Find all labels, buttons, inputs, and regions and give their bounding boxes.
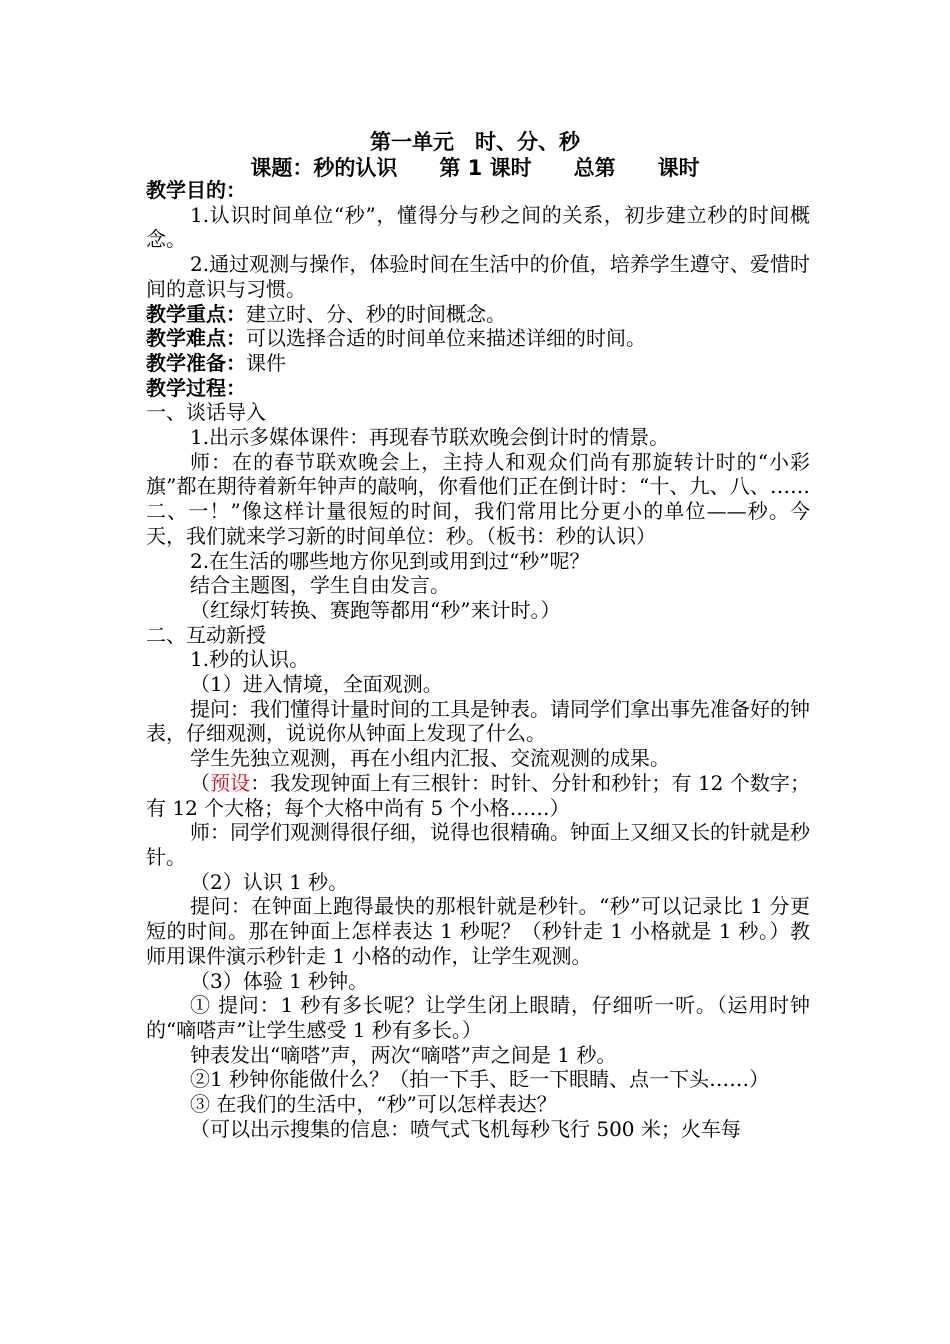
- section-2-para-5: [146, 771, 810, 820]
- preparation: [146, 351, 810, 376]
- section-2-para-6: 师：同学们观测得很仔细，说得也很精确。钟面上又细又长的针就是秒针。: [146, 820, 810, 869]
- section-2-para-4: 学生先独立观测，再在小组内汇报、交流观测的成果。: [190, 746, 670, 771]
- section-2-para-13: ③ 在我们的生活中，“秒”可以怎样表达？: [190, 1092, 557, 1117]
- section-2-para-10: ① 提问：1 秒有多长呢？让学生闭上眼睛，仔细听一听。（运用时钟的“嘀嗒声”让学生感受 1 秒有多长。）: [146, 993, 810, 1042]
- difficulty-text: 可以选择合适的时间单位来描述详细的时间。: [246, 326, 646, 351]
- document-body: [146, 178, 810, 1141]
- section-2-para-12: ②1 秒钟你能做什么？（拍一下手、眨一下眼睛、点一下头……）: [190, 1067, 770, 1092]
- process-label: 教学过程：: [146, 375, 246, 400]
- goal-2: 2.通过观测与操作，体验时间在生活中的价值，培养学生遵守、爱惜时间的意识与习惯。: [146, 252, 810, 301]
- unit-title: 第一单元 时、分、秒: [370, 130, 580, 154]
- section-2-para-11: 钟表发出“嘀嗒”声，两次“嘀嗒”声之间是 1 秒。: [190, 1042, 617, 1067]
- key-point-label: 教学重点：: [146, 301, 246, 326]
- difficulty: [146, 326, 810, 351]
- section-2-para-2: （1）进入情境，全面观测。: [190, 672, 443, 697]
- preset-label: 预设: [210, 770, 251, 795]
- preparation-label: 教学准备：: [146, 350, 246, 375]
- section-1-para-5: （红绿灯转换、赛跑等都用“秒”来计时。）: [190, 597, 561, 622]
- preset-open-paren: （: [190, 770, 211, 795]
- section-1-para-2: 师：在的春节联欢晚会上，主持人和观众们尚有那旋转计时的“小彩旗”都在期待着新年钟声的敲响，你看他们正在倒计时：“十、九、八、……二、一！”像这样计量很短的时间，我们常用比分更小的单位——秒。今天，我们就来学习新的时间单位：秒。（板书：秒的认识）: [146, 449, 810, 548]
- section-1-para-1: 1.出示多媒体课件：再现春节联欢晚会倒计时的情景。: [190, 425, 670, 450]
- key-point: [146, 302, 810, 327]
- section-2-para-7: （2）认识 1 秒。: [190, 869, 349, 894]
- section-2-para-1: 1.秒的认识。: [190, 647, 310, 672]
- lesson-title: 课题：秒的认识 第 1 课时 总第 课时: [250, 156, 700, 180]
- section-1-para-3: 2.在生活的哪些地方你见到或用到过“秒”呢？: [190, 548, 590, 573]
- section-1-para-4: 结合主题图，学生自由发言。: [190, 573, 450, 598]
- section-2-para-9: （3）体验 1 秒钟。: [190, 968, 369, 993]
- goals-label: 教学目的：: [146, 178, 246, 202]
- difficulty-label: 教学难点：: [146, 326, 246, 351]
- preset-text: ：我发现钟面上有三根针：时针、分针和秒针；有 12 个数字；有 12 个大格；每个大格中尚有 5 个小格……）: [146, 770, 810, 820]
- preparation-text: 课件: [246, 350, 286, 375]
- key-point-text: 建立时、分、秒的时间概念。: [246, 301, 506, 326]
- section-1-heading: 一、谈话导入: [146, 400, 266, 425]
- section-2-para-8: 提问：在钟面上跑得最快的那根针就是秒针。“秒”可以记录比 1 分更短的时间。那在钟面上怎样表达 1 秒呢？（秒针走 1 小格就是 1 秒。）教师用课件演示秒针走 1 小格的动作，让学生观测。: [146, 894, 810, 968]
- goal-1: 1.认识时间单位“秒”，懂得分与秒之间的关系，初步建立秒的时间概念。: [146, 202, 810, 252]
- section-2-para-14: （可以出示搜集的信息：喷气式飞机每秒飞行 500 米；火车每: [190, 1116, 741, 1141]
- section-2-heading: 二、互动新授: [146, 622, 266, 647]
- section-2-para-3: 提问：我们懂得计量时间的工具是钟表。请同学们拿出事先准备好的钟表，仔细观测，说说你从钟面上发现了什么。: [146, 696, 810, 746]
